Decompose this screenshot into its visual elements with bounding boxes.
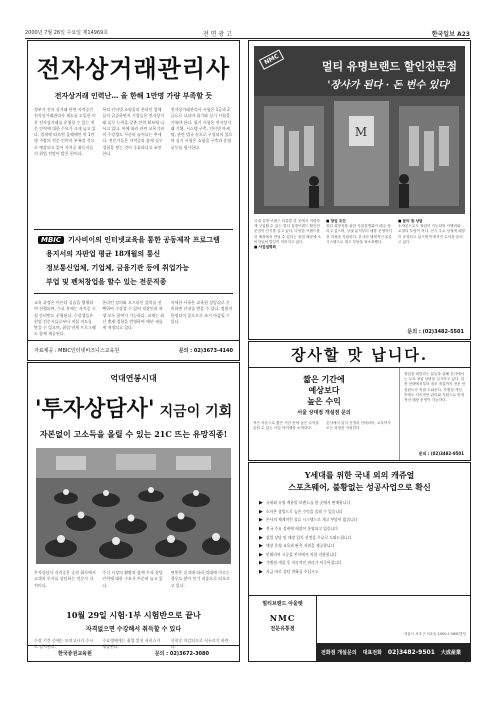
ad-ecommerce-body [28,107,239,225]
address: 서울시 서초구 서초동 1000-1 NMC빌딩 [403,632,466,636]
body-column: 특히 인터넷 쇼핑몰과 온라인 업체들이 급증하면서 기업들은 전자상거래 실무 능력을 갖춘 인력 확보에 나서고 있다. 이에 따라 관련 교육기관의 수강생도 꾸준히 늘어나는 추세다. 전문가들은 자격증과 함께 실무 경험을 쌓는 것이 중요하다고 조언한다. [102,107,165,157]
headline-quote: '투자상담사' [34,396,155,422]
promise-line: 예상보다 [308,385,340,395]
classroom-photo [36,448,231,564]
store-photo [254,96,465,214]
body-column: 교육 과정은 이론과 실습을 병행하여 진행되며, 수료 후에는 자격증 시험 준비반도 운영된다. 수강생들은 현업 전문가들로부터 직접 지도를 받을 수 있으며, 취업 연계 프로그램도 함께 제공된다. [34,300,96,337]
check-icon: ▶ [259,508,263,515]
check-icon: ▶ [259,517,263,524]
header-rule [25,38,470,39]
body-column: 적은 자본으로 짧은 기간 안에 높은 수익을 올릴 수 있는 사업 아이템을 소개한다. [253,421,319,431]
check-icon: ▶ [259,560,263,567]
section-heading: ■ 사업설명회 [254,245,277,250]
body-column [326,219,393,337]
body-column: 연봉은 실적에 따라 억대에 이르는 경우도 많아 인기 직종으로 떠오르고 있다. [170,570,230,588]
body-column: 수료생에게는 취업 알선 서비스가 제공된다. [102,638,161,650]
list-item: ▶ 전국 주요 상권에 매장이 운영되고 있습니다 [259,526,338,533]
body-column: 선착순 마감되므로 서두르기 바란다. [170,638,229,650]
check-icon: ▶ [259,551,263,558]
program-box [34,229,233,294]
list-item: ▶ 본사의 체계적인 물류 시스템으로 재고 부담이 없습니다 [259,517,358,524]
body-column: 자세한 사항은 교육원 상담실로 문의하면 안내를 받을 수 있다. 정원이 한정되어 있으므로 조기 마감될 수 있다. [170,300,233,324]
check-icon: ▶ [259,526,263,533]
body-column: 투자상담사 자격증은 증권 회사에서 고객의 투자를 상담하는 전문가 자격이다. [34,570,96,588]
list-item: ▶ 매장 운영 교육과 판촉 지원을 제공합니다 [259,543,335,550]
headline-line: 스포츠웨어, 불황없는 성공사업으로 확신 [288,482,431,492]
list-item: ▶ 지금 바로 상담 전화를 주십시오 [259,569,319,576]
contact-bar [317,643,470,661]
body-paragraph: 소자본으로도 창업이 가능하며 가맹비와 로열티 부담이 적다. 전국 주요 상권에 매장이 운영되고 있으며 안정적인 수익을 올리고 있다. [398,224,465,244]
logo-line: 멀티브랜드 아울렛 [262,601,303,607]
ad-invest-highlight [28,610,239,633]
highlight-line: 10월 29일 시험·1부 시험반으로 끝나 [66,610,201,620]
nmc-logo [249,596,317,661]
body-column: 정부가 전자 상거래 관련 자격증인 전자상거래관리사 제도를 도입한 이후 전자상거래를 운영할 수 있는 전문 인력에 대한 수요가 크게 늘고 있다. 업계에 따르면 올해에만 약 1만명 가량의 전문 인력이 부족할 것으로 예상되고 있어 자격증 취득자들의 취업 전망이 밝은 편이다. [34,107,96,157]
section-label: 전 면 광 고 [203,31,232,38]
ad-invest-tagline: 자본없이 고소득을 올릴 수 있는 21C 뜨는 유망직종! [39,429,228,439]
ad-invest [27,362,240,662]
footer-phone: 문의 : 02)3673-4140 [178,348,233,354]
ad-fashion [248,40,471,340]
bar-phone: 02)3482-9501 [387,648,435,656]
list-item: ▶ 가맹점 개설 후 지속적인 관리가 이루어집니다 [259,560,342,567]
footer-label: 자료제공 : MBIC인터넷비즈니스교육원 [34,348,120,354]
promise-line: 높은 수익 [307,396,341,406]
body-column: 본사에서 입지 선정과 인테리어, 교육까지 모든 과정을 지원한다. [326,421,391,431]
ad-invest-headline [28,392,239,423]
highlight-line: 자격없으면 수강해서 취득할 수 있다 [85,626,182,633]
list-item: ▶ 소자본 창업으로 높은 수익을 올릴 수 있습니다 [259,508,343,515]
body-column: 주식 시장의 활황과 함께 투자 상담 인력에 대한 수요가 꾸준히 늘고 있다. [102,570,163,588]
program-line: 용지서의 자판업 평균 18개월의 통신 [46,249,161,258]
headline-tail: 지금이 기회 [159,404,233,420]
svg-text:M: M [354,125,368,139]
program-line: 정보통신업체, 기업체, 금융기관 등에 취업가능 [46,263,190,272]
list-item: ▶ 인테리어 시공을 본사에서 직접 지원합니다 [259,551,337,558]
check-icon: ▶ [259,543,263,550]
fashion-title: 멀티 유명브랜드 할인전문점 [321,60,457,73]
bar-company: 대표전화 [362,649,382,656]
section-heading: ■ 문의 및 상담 [398,219,423,223]
fashion-phone: 문의 : (02)3482-5501 [407,329,464,335]
program-line: 기사비이의 인터넷교육을 통한 공동제작 프로그램 [68,235,220,244]
casual-footer [249,595,470,661]
ad-ecommerce-title: 전자상거래관리사 [36,55,231,83]
promise-line: 짧은 기간에 [303,374,345,384]
business-promise [253,374,395,407]
body-column [254,219,321,337]
footer-org: 한국증권교육원 [58,651,92,657]
headline-line: Y세대를 위한 국내 외의 캐쥬얼 [304,470,415,480]
issue-date: 2000년 7월 26일 수요일 제14969호 [25,30,109,36]
bar-brand: 大成産業 [440,649,461,656]
business-phone: 문의 : (02)3482-9501 [418,451,464,456]
ad-casual [248,462,471,662]
ad-invest-kicker: 억대연봉시대 [110,373,157,383]
ad-fashion-body [249,219,470,337]
ad-business [248,341,471,461]
casual-contact [317,596,470,661]
footer-phone: 문의 : 02)3672-3080 [154,651,209,657]
section-heading: ■ 창업 조건 [326,219,346,223]
check-icon: ▶ [259,534,263,541]
mbic-logo: MBIC [38,236,64,244]
page-number: 한국일보 A23 [431,31,470,38]
ad-invest-body [28,570,239,604]
fashion-quote: '장사가 된다 · 돈 번수 있다' [327,80,451,91]
body-column: 온라인 강의와 오프라인 강의를 선택하여 수강할 수 있어 직장인과 학생 모두 참여가 가능하다. 교재는 최신 출제 경향을 반영하여 매년 새롭게 개정되고 있다. [102,300,165,331]
body-column: 수강 기간 중에는 모의고사가 수시로 실시된다. [34,638,94,650]
body-paragraph: 국내 유명 브랜드 의류를 한 곳에서 저렴하게 구입할 수 있는 멀티 유명브랜드 할인전문점이 인기를 끌고 있다. 다양한 브랜드를 한 매장에서 만날 수 있다는 장점 때문에 소비자들의 발길이 이어지고 있다. [254,219,321,244]
ad-ecommerce-subtitle: 전자상거래 인력난… 올 한해 1만명 가량 부족할 듯 [54,92,213,100]
ad-ecommerce-footer [28,340,239,360]
body-column [398,219,465,337]
casual-checklist [249,493,470,576]
list-item: ▶ 창업 상담 및 매장 입지 선정을 무료로 도와드립니다 [259,534,352,541]
program-line: 부업 및 펜처창업을 할수 있는 전문직종 [46,277,167,286]
check-icon: ▶ [259,500,263,507]
list-item: ▶ 국내외 유명 캐쥬얼 브랜드를 한 곳에서 판매합니다 [259,500,351,507]
body-paragraph: 창업 희망자를 위한 사업설명회가 매주 열리고 있으며, 상권 분석부터 매장 운영까지 전 과정을 지원한다. 본사의 체계적인 물류 시스템으로 재고 부담을 최소화했다. [326,224,392,244]
business-place: 서울 상대점 개설점 문의 [297,410,351,416]
logo-line: NMC [269,613,296,623]
ad-invest-footer [28,645,239,661]
body-column: 전자상거래관리사 시험은 1급과 2급으로 나뉘며 필기와 실기 시험을 거쳐야 한다. 필기 시험은 전자상거래 기획, 시스템 구축, 인터넷 마케팅, 관련 법규 등으로 구성되어 있으며 실기 시험은 쇼핑몰 구축과 운영 실무를 평가한다. [170,107,233,150]
ad-ecommerce [27,40,240,361]
check-icon: ▶ [259,569,263,576]
bar-label: 전화점 개설문의 [321,649,357,656]
fashion-hero [254,46,465,214]
business-side-text: 창업을 희망하는 분들을 위해 본사에서는 무료 창업 상담을 실시하고 있다. 업종 선택에서부터 점포 개설까지 전문 컨설턴트가 직접 도와준다. 가맹점 개설 후에도 지속적인 관리와 지원으로 안정적인 매장 운영이 가능하다. [399,368,470,460]
casual-headline [249,469,470,493]
business-title: 장사할 맛 납니다. [249,342,470,368]
nmc-badge: NMC [259,49,285,70]
logo-line: 전문유통점 [270,626,295,632]
